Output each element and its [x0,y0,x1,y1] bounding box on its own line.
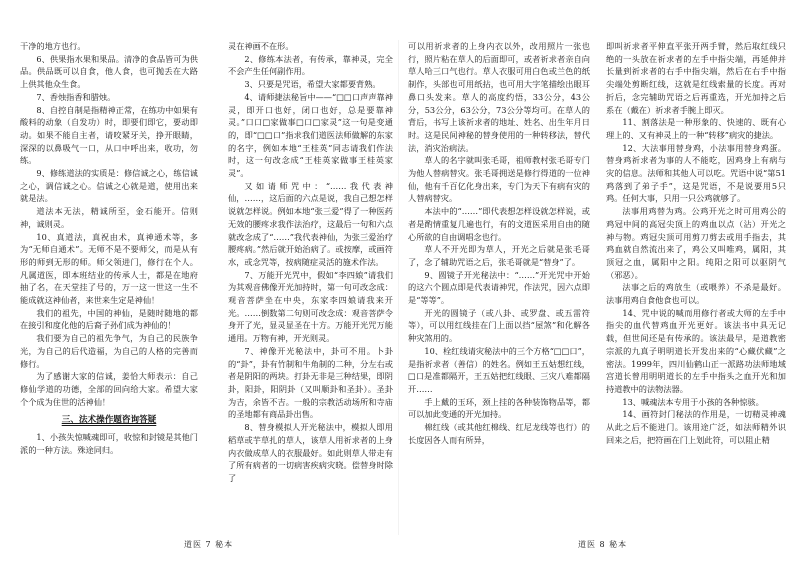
right-page-column-1 [408,40,590,530]
page-gutter [398,40,399,535]
paragraph: 草人的名字就叫张毛哥，祖师教村张毛哥专门为他人替病替灾。张毛哥拥送是修行得道的一位神仙，他有千百亿化身出来，专门为天下有病有灾的人替病替灾。 [408,155,590,204]
right-page-column-2 [606,40,786,530]
paragraph: 灵在神画不在形。 [228,41,294,51]
paragraph: 8、自控自制是指精神正常，在练功中如果有酸料的动象（自发功）时，即要们即它，要动即动。如果不能自主者，请咬紧牙关，挣开眼睛，深深的以鼻吸气一口，从口中呼出来，收功，勿练。 [20,104,198,166]
paragraph: 我们的祖先，中国的神仙，是随时随地的都在接引和度化他的后裔子孙们成为神仙的！ [20,307,198,331]
paragraph: 8、替身模拟人开光秘法中，模拟人即用稻草或芋草扎的草人，该草人用祈求者的上身内衣做成草人的衣服最好。如此则草人带走有了所有病者的一切病害疾病灾晓。偿替身时除了 [228,422,393,483]
paragraph: 我们要为自己的祖先争气，为自己的民族争光，为自己的后代造福，为自己的人格的完善而修行。 [20,333,198,369]
paragraph: 又如请师咒中：“……我代表神仙，……，这后面的六点是说，我自己想怎样说就怎样说。例如本地“张三爱”得了一种医药无效的腰疼求我作法治疗，这最后一句和六点就改念成了“……”我代表神仙，为张三爱治疗腰疼病。”然后就开始治病了。或按摩，或画符水，或念咒等，按病随症灵活的施术作法。 [228,180,393,267]
paragraph: 法事之后的鸡放生（或喂养）不杀是最好。法事用鸡自食他食也可以。 [606,282,786,306]
left-page-footer: 道医 7 秘本 [184,540,234,549]
paragraph: 7、神像开光秘法中，卦可不用。卜卦的“卦”，卦有竹制和牛角制的二种，分左右或者是阴阳的两块。打卦无非是三种结果，即阴卦，阳卦，阳阴卦（又叫顺卦和圣卦）。圣卦为吉，余皆不吉。一般的宗教活动场所和寺庙的圣地都有商品卦出售。 [228,345,393,420]
paragraph: 即叫祈求者平伸直平张开两手臂，然后取红线只绝的一头放在祈求者的左手中指尖端，再延伸并长量到祈求者的右手中指尖端，然后在右手中指尖端处剪断红线，这就是红线索量的长度。再对折后，念完辅助咒语之后再重选，开光加持之后系在（戴在）祈求者手腕上即灭。 [606,41,786,115]
paragraph: 可以用祈求者的上身内衣以外，改用照片一张也行，照片粘在草人的后面即可，或者祈求者亲自向草人哈三口气也行。草人衣服可用白色或兰色的纸制作，头部也可用纸拈，也可用大字笔描绘出眼耳鼻口头发来。草人的高度约悟，33公分，43公分，53公分，63公分，73公分等均可。在草人的背后，书写上该祈求者的地址、姓名、出生年月日时。这是民间神秘的替身使用的一种转移法，替代法，消灾治病法。 [408,41,590,153]
paragraph: 1、小孩失惊喊魂即可，收惊和封镜是其他门派的一种方法。殊途同归。 [20,432,198,455]
paragraph: 4、请师捷法秘旨中——“□□口声声靠神灵，即开口也好，闭口也好，总是要靠神灵。”口口□家做事□口□家灵”这一句是变通的，即“□□口”指求我们道医法师做解的东家的名字，例如本地“王桂英”同志请我们作法时，这一句改念成“王桂英家做事王桂英家灵”。 [228,91,393,179]
left-page-column-1 [20,40,198,530]
right-page-footer: 道医 8 秘本 [578,540,628,549]
paragraph: 干净的地方也行。 [20,41,86,51]
paragraph: 9、修练道法的实质是：修信诚之心，练信诚之心，调信诚之心。信诚之心就是道，使用出来就是法。 [20,168,198,204]
paragraph: 10、真道法，真祝由术，真神通术等，多为“无师自通术”。无师不是不要师父，而是从有形的师到无形的师。师父领进门，修行在个人。凡属道医，即本班结业的传承人士，都是在地府抽了名，在天堂挂了号的，万一这一世这一生不能成就这神仙者，来世来生定是神仙！ [20,231,198,306]
paragraph: 14、咒中说的喊而用修行者或大师的左手中指尖的血代替鸡血开光更好。该法书中具无记载，但世间还是有传承的。该法最早，是道教密宗派的九真子明明道长开发出来的“心藏伏藏”之密法。1999年，四川仙鹤山正一派路功法师地域宫道长曾用明明道长的左手中指头之血开光和加持道教中的法物法器。 [606,307,786,394]
paragraph: 开光的圆镜子（或八卦、或罗盘、或五雷符等），可以用红线挂在门上面以挡“屋煞”和化解各种灾煞用的。 [408,307,590,344]
paragraph: 道法本无法，精诚所至，金石能开。信则神，诚则灵。 [20,206,198,229]
paragraph: 11、割落法是一种形象的、快速的、既有心理上的、又有神灵上的一种“转移”病灾的捷法。 [606,117,786,140]
paragraph: 2、修练本法者，有传承，靠神灵，完全不会产生任何副作用。 [228,53,393,77]
paragraph: 法事用鸡替为鸡。公鸡开光之时可用鸡公的鸡冠中间的高冠尖顶上的鸡血以点（沾）开光之神与物。鸡冠尖顶可用剪刀剪去或用手指去，其鸡血就自然流出来了，鸡公又叫唯鸡，属阳，其顶冠之血，属阳中之阳。纯阳之阳可以驱阴气（邪恶）。 [606,206,786,280]
paragraph: 14、画符封门秘法的作用是，一切精灵神魂从此之后不能进门。该用途广泛，如法师精外识回来之后，把符画在门上划此符，可以阻止精 [606,409,786,445]
section-heading: 三、法术操作题咨询答疑 [61,415,157,426]
paragraph: 10、栓红线请灾秘法中的三个方格“□□口”，是指祈求者（善信）的姓名。例如王五姑想红线，□口是准都隔开，王五姑把红线眼、三灾八难都隔开…… [408,345,590,394]
left-page-column-2 [228,40,393,530]
paragraph: 草人不开光即为草人，开光之后就是张毛哥了，念了辅助咒语之后，张毛哥就是“替身”了。 [408,244,590,267]
paragraph: 7、万能开光咒中，假如“李四娘”请我们为其观音佛像开光加持时，第一句可改念成：观音菩萨坐在中央，东家李四娘请我来开光。……倒数第二句则可改念成：观音菩萨令身开了光，显灵显圣在十方。万能开光咒万能通用。万物有神，开光则灵。 [228,269,393,344]
paragraph: 棉红线（或其他红棉线、红尼龙线等也行）的长度因各人而有所异， [408,422,590,445]
paragraph: 12、大法事用替身鸡，小法事用替身鸡蛋。替身鸡祈求者为事的人不能吃，因鸡身上有病与灾的信息。法师和其他人可以吃。咒语中说“第51鸡落到了弟子手”，这是咒语，不是说要用5只鸡。任何大事，只用一只公鸡就够了。 [606,142,786,204]
paragraph: 手上戴的玉环，颈上挂的各种装饰物品等，都可以加此变通的开光加持。 [408,396,590,420]
paragraph: 本法中的“……”即代表想怎样设就怎样说，或者是酌情重复几遍也行，有的文道医采用自由的随心所欲的自由调唱念也行。 [408,206,590,242]
paragraph: 3、只要是咒语，希望大家都要背熟。 [244,79,381,90]
paragraph: 7、香烛指香和腊烛。 [36,91,116,102]
paragraph: 6、供果指水果和果品。清净的食品皆可为供品。供品既可以自食，他人食，也可抛丢在大路上供其他众生食。 [20,53,198,90]
paragraph: 9、圆镜子开光秘法中：“……”开光咒中开始的这六个圆点即是代表请神咒，作法咒，因六点即是“等等”。 [408,269,590,306]
paragraph: 为了感谢大家的信诚，姜恰大师表示：自己修仙学道的功德，全部的回向给大家。希望大家个个成为住世的活神仙！ [20,371,198,407]
paragraph: 13、喊魂法本专用于小孩的各种惊骇。 [622,396,764,407]
